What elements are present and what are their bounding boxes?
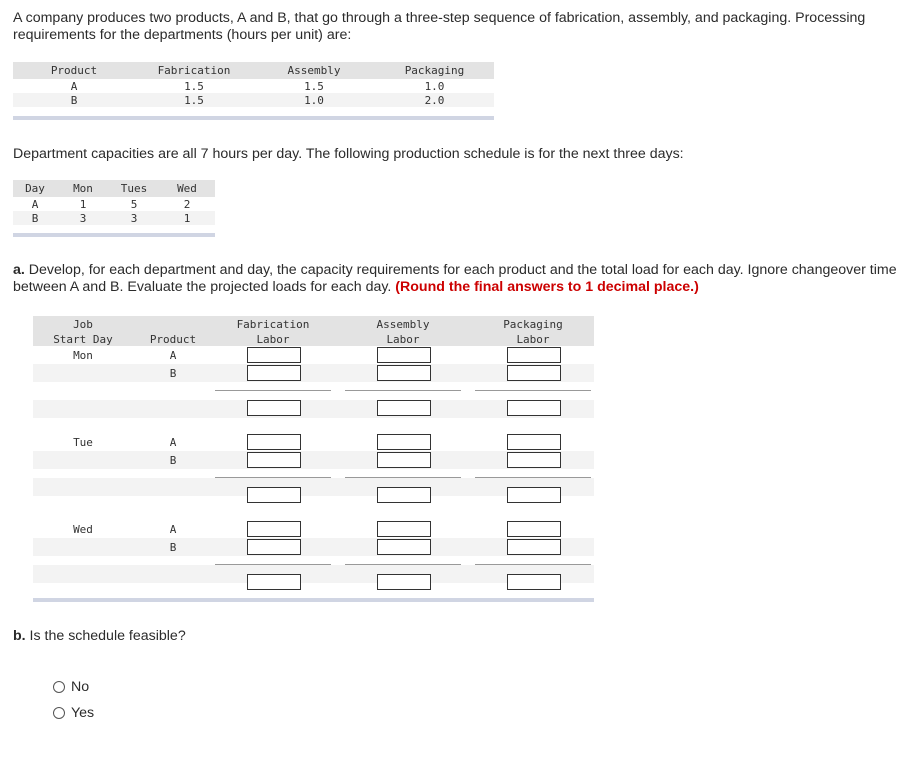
mon-b-fabrication-input[interactable] (247, 365, 301, 381)
product-label: B (169, 541, 177, 554)
part-a-question (13, 262, 898, 296)
rounding-note: (Round the final answers to 1 decimal place.) (395, 279, 699, 295)
table-cell: 1.5 (184, 79, 204, 93)
day-label-mon: Mon (73, 349, 93, 362)
table-cell: 5 (130, 197, 138, 211)
table-divider (13, 116, 494, 120)
option-yes-label[interactable]: Yes (71, 705, 95, 721)
intro-text: A company produces two products, A and B, that go through a three-step sequence of fabrication, assembly, and packaging. Processing requirements for the departments (hours per unit) are: (13, 10, 866, 43)
tue-total-packaging-input[interactable] (507, 487, 561, 503)
table-cell: 2 (183, 197, 191, 211)
table-cell: 3 (109, 211, 159, 225)
mon-total-assembly-input[interactable] (377, 400, 431, 416)
wed-a-assembly-input[interactable] (377, 521, 431, 537)
total-divider (215, 390, 331, 391)
table-cell: 1.5 (135, 93, 253, 107)
header-mon: Mon (57, 180, 109, 197)
day-label-wed: Wed (73, 523, 93, 536)
header-start-day: Start Day (53, 333, 113, 346)
wed-b-assembly-input[interactable] (377, 539, 431, 555)
part-a-text: Develop, for each department and day, the capacity requirements for each product and the total load for each day. Ignore changeover time between A and B. Evaluate the projected loads for each day. (13, 262, 897, 295)
product-label: A (169, 436, 177, 449)
header-fabrication: Fabrication (236, 318, 310, 331)
mon-a-packaging-input[interactable] (507, 347, 561, 363)
product-label: B (169, 367, 177, 380)
total-divider (345, 390, 461, 391)
table-cell: B (13, 93, 135, 107)
header-packaging-labor: Labor (516, 333, 550, 346)
header-packaging: Packaging (375, 62, 494, 79)
header-assembly: Assembly (253, 62, 375, 79)
part-a-label: a. (13, 262, 25, 278)
tue-b-assembly-input[interactable] (377, 452, 431, 468)
wed-b-fabrication-input[interactable] (247, 539, 301, 555)
total-divider (345, 477, 461, 478)
part-b-label: b. (13, 628, 26, 644)
table-cell: 3 (57, 211, 109, 225)
option-no[interactable] (53, 679, 89, 695)
header-product: Product (13, 62, 135, 79)
total-divider (215, 477, 331, 478)
wed-total-assembly-input[interactable] (377, 574, 431, 590)
wed-a-packaging-input[interactable] (507, 521, 561, 537)
mon-b-assembly-input[interactable] (377, 365, 431, 381)
day-label-tue: Tue (73, 436, 93, 449)
processing-requirements-table (13, 62, 494, 107)
table-cell: 1.0 (424, 79, 445, 93)
mon-a-fabrication-input[interactable] (247, 347, 301, 363)
header-wed: Wed (159, 180, 215, 197)
header-job: Job (73, 318, 93, 331)
mon-total-fabrication-input[interactable] (247, 400, 301, 416)
table-cell: A (70, 79, 78, 93)
option-no-label[interactable]: No (71, 679, 90, 695)
tue-total-fabrication-input[interactable] (247, 487, 301, 503)
total-divider (215, 564, 331, 565)
table-cell: 1 (159, 211, 215, 225)
tue-b-packaging-input[interactable] (507, 452, 561, 468)
table-cell: A (31, 197, 39, 211)
tue-a-fabrication-input[interactable] (247, 434, 301, 450)
product-label: A (169, 523, 177, 536)
header-tues: Tues (109, 180, 159, 197)
product-label: A (169, 349, 177, 362)
radio-circle-icon[interactable] (53, 707, 65, 719)
wed-a-fabrication-input[interactable] (247, 521, 301, 537)
product-label: B (169, 454, 177, 467)
capacity-load-table (33, 316, 594, 604)
mon-a-assembly-input[interactable] (377, 347, 431, 363)
capacity-text: Department capacities are all 7 hours per day. The following production schedule is for the next three days: (13, 146, 684, 162)
total-divider (475, 477, 591, 478)
header-assembly-labor: Labor (386, 333, 420, 346)
header-assembly: Assembly (376, 318, 430, 331)
table-cell: B (13, 211, 57, 225)
tue-a-packaging-input[interactable] (507, 434, 561, 450)
table-cell: 1 (79, 197, 87, 211)
schedule-table (13, 180, 215, 225)
total-divider (345, 564, 461, 565)
table-cell: 1.5 (304, 79, 324, 93)
header-product: Product (149, 333, 197, 346)
tue-total-assembly-input[interactable] (377, 487, 431, 503)
total-divider (475, 390, 591, 391)
table-cell: 2.0 (375, 93, 494, 107)
wed-total-fabrication-input[interactable] (247, 574, 301, 590)
header-fabrication: Fabrication (135, 62, 253, 79)
part-b-question (13, 628, 186, 644)
table-cell: 1.0 (253, 93, 375, 107)
header-fabrication-labor: Labor (256, 333, 290, 346)
mon-total-packaging-input[interactable] (507, 400, 561, 416)
tue-b-fabrication-input[interactable] (247, 452, 301, 468)
header-packaging: Packaging (503, 318, 563, 331)
wed-total-packaging-input[interactable] (507, 574, 561, 590)
header-day: Day (13, 180, 57, 197)
wed-b-packaging-input[interactable] (507, 539, 561, 555)
total-divider (475, 564, 591, 565)
tue-a-assembly-input[interactable] (377, 434, 431, 450)
table-divider (33, 598, 594, 602)
mon-b-packaging-input[interactable] (507, 365, 561, 381)
table-divider (13, 233, 215, 237)
part-b-text: Is the schedule feasible? (25, 628, 186, 644)
option-yes[interactable] (53, 705, 94, 721)
radio-circle-icon[interactable] (53, 681, 65, 693)
